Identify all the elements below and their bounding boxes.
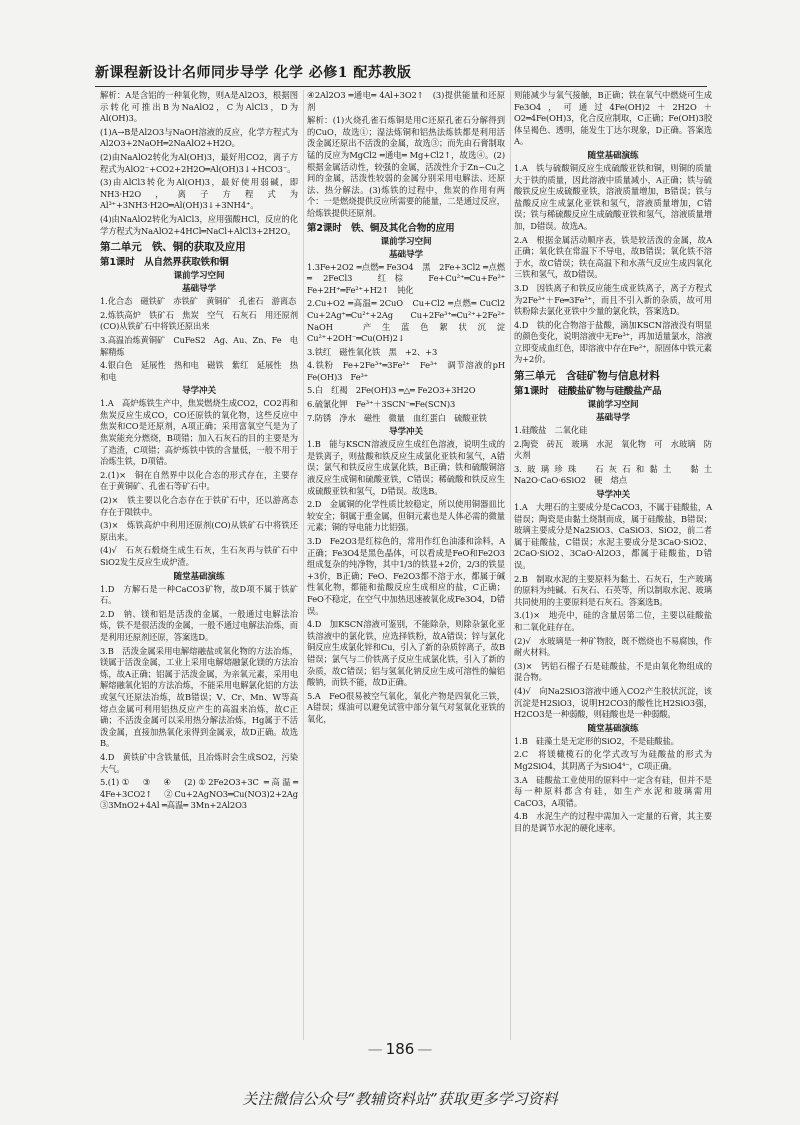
answer-paragraph: (2)× 铁主要以化合态存在于铁矿石中，还以游离态存在于陨铁中。 <box>100 495 298 517</box>
answer-paragraph: 解析：A是含铝的一种氧化物，则A是Al2O3，根据图示转化可推出B为NaAlO2，C为AlCl3，D为Al(OH)3。 <box>100 90 298 124</box>
section-heading: 随堂基础演练 <box>587 150 639 161</box>
answer-paragraph: (2)√ 水玻璃是一种矿物胶，既不燃烧也不易腐蚀，作耐火材料。 <box>514 635 712 658</box>
header-title: 新课程新设计名师同步导学 化学 必修1 配苏教版 <box>95 65 412 81</box>
answer-paragraph: (3)× 炼铁高炉中利用还原剂(CO)从铁矿石中将铁还原出来。 <box>100 520 298 542</box>
answer-paragraph: (4)√ 石灰石煅烧生成生石灰，生石灰再与铁矿石中SiO2发生反应生成炉渣。 <box>100 545 298 567</box>
answer-paragraph: 1.A 高炉炼铁生产中，焦炭燃烧生成CO2，CO2再和焦炭反应生成CO，CO还原铁的氧化物，这些反应中焦炭和CO是还原剂，A项正确；采用富氧空气是为了焦炭能充分燃烧，B项错；加入石灰石的目的主要是为了造渣，C项错；高炉炼铁中铁的含量低，一般不用于冶炼生铁，D项错。 <box>100 398 298 467</box>
answer-paragraph: 2.陶瓷 砖瓦 玻璃 水泥 氧化物 可 水玻璃 防火剂 <box>514 438 712 461</box>
section-heading: 导学冲关 <box>389 427 423 438</box>
section-heading: 基础导学 <box>596 413 630 424</box>
section-heading: 导学冲关 <box>182 386 216 397</box>
answer-paragraph: 2.A 根据金属活动顺序表，铁是较活泼的金属，故A正确；氧化铁在常温下不导电，故B错误；氧化铁不溶于水，故C错误；铁在高温下和水蒸气反应生成四氧化三铁和氢气，故D错误。 <box>514 234 712 280</box>
lesson-heading: 第1课时 从自然界获取铁和铜 <box>100 257 229 269</box>
answer-paragraph: 2.C 将镁橄榄石的化学式改写为硅酸盐的形式为Mg2SiO4，其阴离子为SiO4⁴⁻，C项正确。 <box>514 749 712 771</box>
answer-paragraph: 2.B 制取水泥的主要原料为黏土、石灰石，生产玻璃的原料为纯碱、石灰石、石英等，所以制取水泥、玻璃共同使用的主要原料是石灰石。答案选B。 <box>514 573 712 607</box>
answer-paragraph: 3.D 因铁离子和铁反应能生成亚铁离子，离子方程式为2Fe³⁺＋Fe═3Fe²⁺，而且不引入新的杂质，故可用铁粉除去氯化亚铁中少量的氯化铁，答案选D。 <box>514 282 712 317</box>
footer-note: 关注微信公众号“教辅资料站”获取更多学习资料 <box>242 1090 558 1108</box>
answer-paragraph: 3.B 活泼金属采用电解熔融盐或氧化物的方法冶炼，镁属于活泼金属，工业上采用电解熔融氯化镁的方法冶炼，故A正确；铝属于活泼金属，为亲氧元素，采用电解熔融氧化铝的方法冶炼，不能采用电解氯化铝的方法或氢气还原法冶炼，故B错误；V、Cr、Mn、W等高熔点金属可利用铝热反应产生的高温来冶炼，故C正确；不活泼金属可以采用热分解法冶炼，Hg属于不活泼金属，直接加热氧化汞得到金属汞，故D正确。故选B。 <box>100 645 298 749</box>
answer-paragraph: 2.炼铁高炉 铁矿石 焦炭 空气 石灰石 用还原剂(CO)从铁矿石中将铁还原出来 <box>100 309 298 332</box>
section-heading: 导学冲关 <box>596 490 630 501</box>
answer-paragraph: 3.玻璃珍珠 石灰石和黏土 黏土 Na2O·CaO·6SiO2 硬 熔点 <box>514 463 721 486</box>
answer-paragraph: 3.D Fe2O3是红棕色的，常用作红色油漆和涂料，A正确；Fe3O4是黑色晶体，可以看成是FeO和Fe2O3组成复杂的纯净物，其中1/3的铁显+2价，2/3的铁显+3价，B正确；FeO、Fe2O3都不溶于水，都属于碱性氧化物，都能和盐酸反应生成相应的盐，C正确；FeO不稳定，在空气中加热迅速被氧化成Fe3O4，D错误。 <box>307 536 505 616</box>
section-heading: 基础导学 <box>389 249 423 260</box>
answer-paragraph: 2.Cu+O2 ═高温═ 2CuO Cu+Cl2 ═点燃═ CuCl2 Cu+2Ag⁺═Cu²⁺+2Ag Cu+2Fe³⁺═Cu²⁺+2Fe²⁺ NaOH 产生蓝色絮状沉淀 Cu²⁺+2OH⁻═Cu(OH)2↓ <box>307 298 514 344</box>
page-number: — 186 — <box>355 1040 445 1058</box>
answer-paragraph: 3.铁红 磁性氧化铁 黑 +2、+3 <box>307 346 438 357</box>
answer-paragraph: (4)由NaAlO2转化为AlCl3，应用强酸HCl，反应的化学方程式为NaAlO2+4HCl═NaCl+AlCl3+2H2O。 <box>100 213 298 236</box>
answer-paragraph: 5.A FeO很易被空气氧化，氧化产物是四氧化三铁，A错误；煤油可以避免试管中部分氧气对氢氧化亚铁的氧化， <box>307 690 505 724</box>
lesson-heading: 第2课时 铁、铜及其化合物的应用 <box>307 222 455 234</box>
answer-paragraph: 4.D 铁的化合物溶于盐酸，滴加KSCN溶液没有明显的颜色变化，说明溶液中无Fe³⁺，再加适量氯水，溶液立即变成血红色，即溶液中存在Fe²⁺，原固体中铁元素为+2价。 <box>514 319 712 365</box>
answer-paragraph: 4.B 水泥生产的过程中需加入一定量的石膏，其主要目的是调节水泥的硬化速率。 <box>514 811 712 833</box>
answer-paragraph: 解析：(1)火烧孔雀石炼铜是用C还原孔雀石分解得到的CuO，故选①；湿法炼铜和铝热法炼铁都是利用活泼金属还原出不活泼的金属，故选③；而先由石膏制取锰的反应为MgCl2 ═通电═ Mg+Cl2↑，故选④。(2)根据金属活动性，较强的金属，活泼性介于Zn~Cu之间的金属，活泼性较弱的金属分别采用电解法、还原法、热分解法。(3)炼铁的过程中，焦炭的作用有两个：一是燃烧提供反应所需要的能量，二是通过反应，给炼铁提供还原剂。 <box>307 115 505 218</box>
column-3 <box>510 90 721 1040</box>
section-heading: 基础导学 <box>182 284 216 295</box>
answer-paragraph: 2.D 金属铜的化学性质比较稳定，所以使用铜器皿比较安全；铜属于重金属，但铜元素也是人体必需的微量元素；铜的导电能力比铝强。 <box>307 499 505 533</box>
unit-heading: 第三单元 含硅矿物与信息材料 <box>514 370 660 383</box>
answer-paragraph: (2)由NaAlO2转化为Al(OH)3，最好用CO2，离子方程式为AlO2⁻+CO2+2H2O═Al(OH)3↓+HCO3⁻。 <box>100 151 298 174</box>
answer-paragraph: 3.(1)× 地壳中，硅的含量居第二位，主要以硅酸盐和二氧化硅存在。 <box>514 610 712 632</box>
answer-paragraph: 3.高温冶炼黄铜矿 CuFeS2 Ag、Au、Zn、Fe 电解精炼 <box>100 334 298 357</box>
answer-paragraph: 4.铁粉 Fe+2Fe³⁺═3Fe²⁺ Fe³⁺ 调节溶液的pH Fe(OH)3 Fe³⁺ <box>307 360 514 382</box>
answer-paragraph: 4.D 黄铁矿中含铁量低，且冶炼时会生成SO2，污染大气。 <box>100 751 298 774</box>
answer-paragraph: 1.D 方解石是一种CaCO3矿物，故D项不属于铁矿石。 <box>100 583 298 606</box>
section-heading: 课前学习空间 <box>173 271 225 282</box>
answer-paragraph: (1)A→B是Al2O3与NaOH溶液的反应，化学方程式为Al2O3+2NaOH═2NaAlO2+H2O。 <box>100 126 298 149</box>
running-header <box>95 62 707 87</box>
answer-paragraph: (3)由AlCl3转化为Al(OH)3，最好使用弱碱，即NH3·H2O，离子方程式为Al³⁺+3NH3·H2O═Al(OH)3↓+3NH4⁺。 <box>100 177 298 211</box>
answer-paragraph: 1.硅酸盐 二氧化硅 <box>514 425 588 436</box>
answer-paragraph: 2.D 钠、镁和铝是活泼的金属，一般通过电解法冶炼，铁不是很活泼的金属，一般不通过电解法冶炼，而是利用还原剂还原，答案选D。 <box>100 608 298 642</box>
lesson-heading: 第1课时 硅酸盐矿物与硅酸盐产品 <box>514 386 662 398</box>
answer-paragraph: 6.硫氰化钾 Fe³⁺＋3SCN⁻═Fe(SCN)3 <box>307 399 456 410</box>
answer-paragraph: 4.银白色 延展性 热和电 磁铁 紫红 延展性 热和电 <box>100 360 298 382</box>
column-2 <box>303 90 514 1040</box>
answer-paragraph: 1.化合态 磁铁矿 赤铁矿 黄铜矿 孔雀石 游离态 <box>100 296 297 307</box>
column-1 <box>100 90 307 1040</box>
answer-paragraph: 3.A 硅酸盐工业使用的原料中一定含有硅，但并不是每一种原料都含有硅，如生产水泥和玻璃需用CaCO3，A项错。 <box>514 774 712 808</box>
answer-paragraph: 7.防锈 净水 磁性 微量 血红蛋白 硫酸亚铁 <box>307 412 487 423</box>
answer-paragraph: 1.A 铁与硫酸铜反应生成硫酸亚铁和铜，则铜的质量大于铁的质量，因此溶液中质量减小，A正确；铁与硫酸铁反应生成硫酸亚铁，溶液质量增加，B错误；铁与盐酸反应生成氯化亚铁和氢气，溶液质量增加，C错误；铁与稀硫酸反应生成硫酸亚铁和氢气，溶液质量增加，D错误。故选A。 <box>514 162 712 231</box>
answer-paragraph: 1.B 能与KSCN溶液反应生成红色溶液，说明生成的是铁离子，则盐酸和铁反应生成氯化亚铁和氢气，A错误；氯气和铁反应生成氯化铁，B正确；铁和硫酸铜溶液反应生成铜和硫酸亚铁，C错误；稀硫酸和铁反应生成硫酸亚铁和氢气，D错误。故选B。 <box>307 439 505 496</box>
answer-columns <box>100 90 721 1040</box>
answer-paragraph: (4)√ 向Na2SiO3溶液中通入CO2产生胶状沉淀，该沉淀是H2SiO3，说明H2CO3的酸性比H2SiO3强，H2CO3是一种弱酸，则硅酸也是一种弱酸。 <box>514 685 712 720</box>
answer-paragraph: (3)× 钙铝石榴子石是硅酸盐，不是由氧化物组成的混合物。 <box>514 660 712 683</box>
section-heading: 随堂基础演练 <box>587 723 639 734</box>
section-heading: 课前学习空间 <box>380 236 432 247</box>
answer-paragraph: 4.D 加KSCN溶液可鉴别，不能除杂，则除杂氯化亚铁溶液中的氯化铁，应选择铁粉，故A错误；锌与氯化铜反应生成氯化锌和Cu，引入了新的杂质锌离子，故B错误；氯气与二价铁离子反应生成氯化铁，引入了新的杂质，故C错误；铝与氢氧化钠反应生成可溶性的偏铝酸钠，而铁不能，故D正确。 <box>307 619 505 688</box>
answer-paragraph: 5.白 红褐 2Fe(OH)3 ═△═ Fe2O3+3H2O <box>307 385 476 396</box>
answer-paragraph: 1.3Fe+2O2 ═点燃═ Fe3O4 黑 2Fe+3Cl2 ═点燃═ 2FeCl3 红棕 Fe+Cu²⁺═Cu+Fe²⁺ Fe+2H⁺═Fe²⁺+H2↑ 钝化 <box>307 261 514 295</box>
answer-paragraph: 1.B 硅藻土是无定形的SiO2，不是硅酸盐。 <box>514 735 679 746</box>
section-heading: 课前学习空间 <box>587 400 639 411</box>
section-heading: 随堂基础演练 <box>173 571 225 582</box>
unit-heading: 第二单元 铁、铜的获取及应用 <box>100 241 246 254</box>
answer-paragraph: 1.A 大理石的主要成分是CaCO3，不属于硅酸盐，A错误；陶瓷是由黏土烧制而成，属于硅酸盐，B错误；玻璃主要成分是Na2SiO3、CaSiO3、SiO2，前二者属于硅酸盐，C错误；水泥主要成分是3CaO·SiO2、2CaO·SiO2、3CaO·Al2O3，都属于硅酸盐，D错误。 <box>514 502 712 570</box>
answer-paragraph: 则能减少与氧气接触，B正确；铁在氧气中燃烧可生成Fe3O4，可通过4Fe(OH)2＋2H2O＋O2═4Fe(OH)3，化合反应制取，C正确；Fe(OH)3胶体呈褐色、透明，能发生丁达尔现象，D正确。答案选A。 <box>514 90 712 147</box>
answer-paragraph: 5.(1)① ③ ④ (2)①2Fe2O3+3C ═高温═ 4Fe+3CO2↑ ②Cu+2AgNO3═Cu(NO3)2+2Ag ③3MnO2+4Al ═高温═ 3Mn+2Al2O3 <box>100 777 307 811</box>
answer-paragraph: 2.(1)× 铜在自然界中以化合态的形式存在，主要存在于黄铜矿、孔雀石等矿石中。 <box>100 469 298 492</box>
answer-paragraph: ④2Al2O3 ═通电═ 4Al+3O2↑ (3)提供能量和还原剂 <box>307 90 505 112</box>
